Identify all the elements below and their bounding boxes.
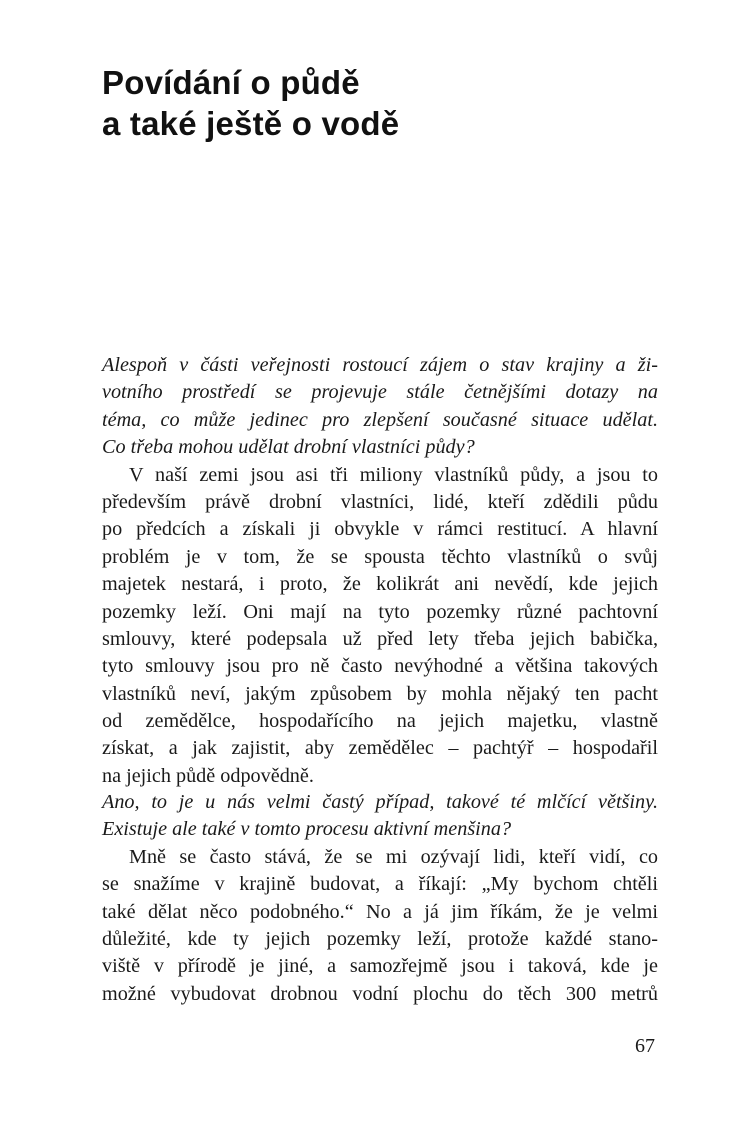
answer-1 <box>102 462 658 791</box>
page-number: 67 <box>635 1035 655 1057</box>
chapter-title <box>102 62 662 144</box>
question-2-line: Existuje ale také v tomto procesu aktivní menšina? <box>102 818 512 841</box>
question-1-line: votního prostředí se projevuje stále četnějšími dotazy na <box>102 381 658 404</box>
section-1 <box>102 352 658 790</box>
question-1 <box>102 352 658 462</box>
question-2 <box>102 789 658 844</box>
chapter-title-line-2: a také ještě o vodě <box>102 105 400 142</box>
answer-2-line: také dělat něco podobného.“ No a já jim říkám, že je velmi <box>102 900 658 923</box>
answer-1-line: majetek nestará, i proto, že kolikrát ani nevědí, kde jejich <box>102 573 658 596</box>
answer-1-line: po předcích a získali ji obvykle v rámci restitucí. A hlavní <box>102 518 658 541</box>
answer-2-line: důležité, kde ty jejich pozemky leží, protože každé stano- <box>102 927 658 950</box>
answer-2-line: Mně se často stává, že se mi ozývají lidi, kteří vidí, co <box>129 845 658 868</box>
answer-2-line: možné vybudovat drobnou vodní plochu do těch 300 metrů <box>102 982 658 1005</box>
section-2 <box>102 789 658 1008</box>
answer-1-line: V naší zemi jsou asi tři miliony vlastníků půdy, a jsou to <box>129 463 658 486</box>
answer-1-line: od zemědělce, hospodařícího na jejich majetku, vlastně <box>102 710 658 733</box>
chapter-title-line-1: Povídání o půdě <box>102 64 360 101</box>
answer-1-line: na jejich půdě odpovědně. <box>102 764 314 787</box>
question-1-line: téma, co může jedinec pro zlepšení současné situace udělat. <box>102 408 658 431</box>
question-1-line: Alespoň v části veřejnosti rostoucí zájem o stav krajiny a ži- <box>102 354 658 376</box>
answer-1-line: problém je v tom, že se spousta těchto vlastníků o svůj <box>102 545 658 568</box>
question-2-line: Ano, to je u nás velmi častý případ, takové té mlčící většiny. <box>102 791 658 813</box>
answer-1-line: vlastníků neví, jakým způsobem by mohla nějaký ten pacht <box>102 682 658 705</box>
answer-2-line: se snažíme v krajině budovat, a říkají: „My bychom chtěli <box>102 873 658 896</box>
answer-2-line: viště v přírodě je jiné, a samozřejmě jsou i taková, kde je <box>102 955 658 978</box>
answer-1-line: smlouvy, které podepsala už před lety třeba jejich babička, <box>102 627 658 650</box>
answer-1-line: pozemky leží. Oni mají na tyto pozemky různé pachtovní <box>102 600 658 623</box>
answer-1-line: především právě drobní vlastníci, lidé, kteří zdědili půdu <box>102 490 658 513</box>
question-1-line: Co třeba mohou udělat drobní vlastníci půdy? <box>102 436 475 459</box>
answer-1-line: získat, a jak zajistit, aby zemědělec – pachtýř – hospodařil <box>102 737 658 760</box>
answer-1-line: tyto smlouvy jsou pro ně často nevýhodné a většina takových <box>102 655 658 678</box>
answer-2 <box>102 844 658 1008</box>
